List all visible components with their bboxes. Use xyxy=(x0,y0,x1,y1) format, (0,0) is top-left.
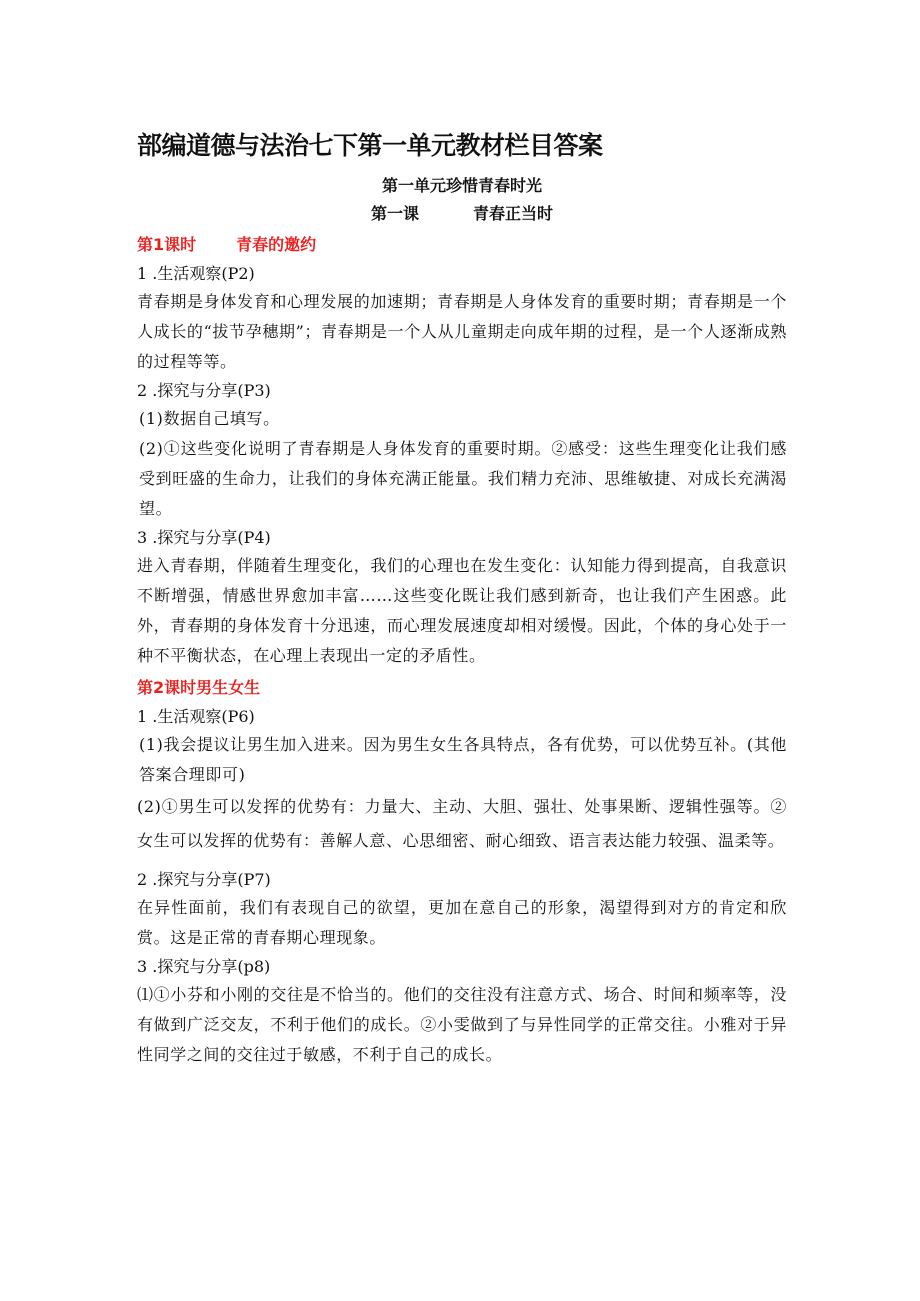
period-2-question-3: 3 .探究与分享(p8) xyxy=(137,957,271,976)
period-1-answer-1: 青春期是身体发育和心理发展的加速期；青春期是人身体发育的重要时期；青春期是一个人成长的“拔节孕穗期”；青春期是一个人从儿童期走向成年期的过程，是一个人逐渐成熟的过程等等。 xyxy=(137,292,787,371)
period-2-answer-2: 在异性面前，我们有表现自己的欲望，更加在意自己的形象，渴望得到对方的肯定和欣赏。这是正常的青春期心理现象。 xyxy=(137,898,787,947)
period-1-question-1: 1 .生活观察(P2) xyxy=(137,264,255,283)
period-1-answer-2-part-1: (1)数据自己填写。 xyxy=(139,409,280,428)
document-page xyxy=(137,128,787,1070)
section-spacer xyxy=(137,858,787,866)
period-1-heading xyxy=(137,230,787,260)
lesson-number: 第一课 xyxy=(370,204,419,223)
period-2-question-2: 2 .探究与分享(P7) xyxy=(137,870,271,889)
period-1-label: 第1课时 xyxy=(137,235,197,254)
period-2-answer-1-part-2: (2)①男生可以发挥的优势有：力量大、主动、大胆、强壮、处事果断、逻辑性强等。②女生可以发挥的优势有：善解人意、心思细密、耐心细致、语言表达能力较强、温柔等。 xyxy=(137,797,787,850)
period-1-question-2: 2 .探究与分享(P3) xyxy=(137,381,271,400)
period-2-answer-3: ⑴①小芬和小刚的交往是不恰当的。他们的交往没有注意方式、场合、时间和频率等，没有做到广泛交友，不利于他们的成长。②小雯做到了与异性同学的正常交往。小雅对于异性同学之间的交往过于敏感，不利于自己的成长。 xyxy=(137,985,787,1064)
period-1-name: 青春的邀约 xyxy=(236,235,317,254)
period-1-answer-3: 进入青春期，伴随着生理变化，我们的心理也在发生变化：认知能力得到提高，自我意识不断增强，情感世界愈加丰富……这些变化既让我们感到新奇，也让我们产生困惑。此外，青春期的身体发育十分迅速，而心理发展速度却相对缓慢。因此，个体的身心处于一种不平衡状态，在心理上表现出一定的矛盾性。 xyxy=(137,556,787,665)
lesson-title xyxy=(137,200,787,228)
lesson-name: 青春正当时 xyxy=(473,204,554,223)
period-1-answer-2-part-2: (2)①这些变化说明了青春期是人身体发育的重要时期。②感受：这些生理变化让我们感受到旺盛的生命力，让我们的身体充满正能量。我们精力充沛、思维敏捷、对成长充满渴望。 xyxy=(139,439,787,518)
unit-title: 第一单元珍惜青春时光 xyxy=(381,176,542,195)
period-2-question-1: 1 .生活观察(P6) xyxy=(137,707,255,726)
document-title: 部编道德与法治七下第一单元教材栏目答案 xyxy=(137,131,603,160)
period-1-question-3: 3 .探究与分享(P4) xyxy=(137,528,271,547)
period-2-heading: 第2课时男生女生 xyxy=(137,678,261,697)
period-2-answer-1-part-1: (1)我会提议让男生加入进来。因为男生女生各具特点，各有优势，可以优势互补。(其他答案合理即可) xyxy=(139,735,787,784)
